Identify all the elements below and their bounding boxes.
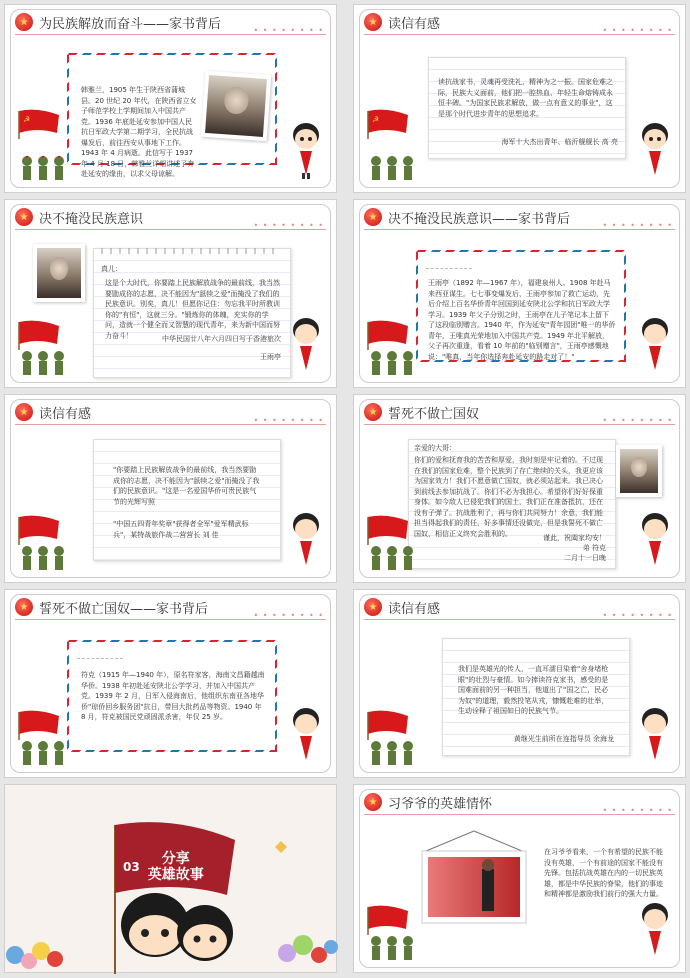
cartoon-boy-icon [639, 903, 671, 961]
letter-body: 王雨亭（1892 年—1967 年），福建泉州人。1908 年赴马来西亚谋生。七七事变爆发后，王雨亭参加了救亡运动，先后介绍上百名华侨青年回国到延安陕北公学和抗日军政大学学习。1939 年父子分别之时，王雨亭在儿子笔记本上留下了这段临别赠言。1940 年，作为延安"青年园团"唯一的华侨青年，王唯真光荣地加入中国共产党。1949 年北平解放，父子再次重逢，看着 10 年前的"临别赠言"，王雨亭感慨地说："唯真，当年你选择奔赴延安的路走对了！" [428, 279, 616, 361]
letter-salutation: 亲爱的大哥： [414, 444, 456, 452]
flame-badge-icon: ★ [15, 208, 33, 226]
dot-decoration: • • • • • • • • [602, 26, 673, 35]
cartoon-boy-icon [290, 513, 322, 571]
section-title-line-1: 分享 [161, 851, 190, 867]
slide-header [15, 596, 208, 618]
dot-decoration: • • • • • • • • [602, 221, 673, 230]
flame-badge-icon: ★ [364, 13, 382, 31]
reflection-body: 我们是英雄光的传人，一直耳濡目染着"舍身堵枪眼"的壮烈与豪情。如今捧读符克家书，感受的是国难面前的另一种担当，他道出了"国之亡，民必为奴"的道理，毅然投笔从戎，慷慨赴难的壮举，生动诠释了祖国如日的民族气节。 [458, 665, 609, 715]
letter-closing: 谨此，祝阖家均安！ [543, 534, 606, 542]
slide-title: 读信有感 [388, 16, 441, 32]
slide-title: 习爷爷的英雄情怀 [388, 796, 493, 812]
soldiers-icon [19, 153, 69, 185]
reflection-signature: "中国五四青年奖章"获得者全军"爱军精武标兵"，某特战旅作战二营营长 刘 佳 [113, 520, 249, 539]
letter-body: 你们的爱和抚育我的苦苦和厚爱，我时刻是牢记着的。不过现在我们的国家危难，整个民族到了存亡绝续的关头，我更应该为国家效力！我们不愿意做亡国奴，就必须站起来。我已决心到前线去参加抗战了。你们不必为我担心。希望你们好好保重身体。如今敌人已侵犯我们的国土，我们正在准备抵抗，还在没有子弹了。抗战胜利了，再与你们共同努力！余意，我们能担当得起我们的责任，好多事情还没做完，但是我誓死不做亡国奴，相信正义终究会胜利的。 [414, 456, 603, 538]
slide-header [364, 401, 479, 423]
slide-8[interactable] [353, 589, 686, 778]
dot-decoration: • • • • • • • • [253, 221, 324, 230]
slide-header [15, 401, 91, 423]
flame-badge-icon: ★ [15, 403, 33, 421]
portrait-photo [201, 71, 271, 141]
party-flag-icon [366, 109, 410, 139]
portrait-photo [616, 445, 662, 497]
letter-salutation: 真儿： [101, 265, 122, 273]
party-flag-icon [366, 710, 410, 740]
slide-title: 誓死不做亡国奴 [388, 406, 480, 422]
soldiers-icon [368, 543, 418, 575]
slide-4[interactable] [353, 199, 686, 388]
slide-header [15, 206, 143, 228]
svg-text:☭: ☭ [372, 115, 380, 124]
section-label [123, 847, 223, 887]
slide-5[interactable] [4, 394, 337, 583]
hanging-photo-frame [416, 829, 532, 927]
reflection-signature: 黄继光生前所在连指导员 余海龙 [513, 735, 614, 743]
cartoon-boy-icon [290, 318, 322, 376]
party-flag-icon [366, 320, 410, 350]
dot-decoration: • • • • • • • • [253, 416, 324, 425]
slide-header [15, 11, 221, 33]
reflection-signature: 海军十大杰出青年、临沂舰舰长 高 亮 [501, 138, 618, 146]
postmark-line [77, 648, 123, 659]
dot-decoration: • • • • • • • • [602, 416, 673, 425]
slide-grid [4, 4, 686, 974]
slide-1[interactable] [4, 4, 337, 193]
slide-7[interactable] [4, 589, 337, 778]
letter-signature: 王雨亭 [260, 353, 281, 361]
soldiers-icon [368, 738, 418, 770]
soldiers-icon [19, 543, 69, 575]
flame-badge-icon: ★ [364, 403, 382, 421]
reflection-body: 读抗战家书，灵魂再受洗礼，精神为之一振。国家危难之际，民族大义面前，他们把一腔热血、年轻生命熔铸成永恒丰碑。"为国家民族求解放，做一点有意义的事业"，这是那个时代进步青年的思想追求。 [438, 78, 613, 118]
slide-header [364, 791, 492, 813]
party-flag-icon [17, 515, 61, 545]
paper-clip-decoration [101, 248, 281, 254]
cartoon-boy-icon [639, 318, 671, 376]
party-flag-icon [17, 109, 61, 139]
reflection-body: "你要踏上民族解放战争的最前线，我当然要勖成你的志愿，决不能因为"舐犊之爱"而掩没了我们的民族意识。"这是一名爱国华侨可贵民族气节的光辉写照 [113, 466, 260, 506]
slide-title: 誓死不做亡国奴——家书背后 [39, 601, 209, 617]
letter-body: 符克（1915 年—1940 年），原名符家客，海南文昌籍越南华侨。1938 年初赴延安陕北公学学习，并加入中国共产党。1939 年 2 月，日军入侵海南后，他组织东南亚各地华侨"琼侨回乡服务团"抗日，带回大批药品等物资。1940 年 8 月，符克被国民党顽固派杀害，年仅 25 岁。 [81, 671, 265, 721]
portrait-photo [33, 244, 85, 302]
party-flag-icon [17, 320, 61, 350]
cartoon-boy-icon [639, 123, 671, 181]
section-title [148, 851, 204, 883]
slide-6[interactable] [353, 394, 686, 583]
letter-date: 二月十一日晚 [564, 554, 606, 562]
section-number: 03 [123, 860, 140, 874]
slide-header [364, 206, 570, 228]
letter-date: 中华民国廿八年六月四日写于香港旅次 [162, 335, 281, 343]
soldiers-icon [19, 348, 69, 380]
soldiers-icon [368, 348, 418, 380]
postmark-line [426, 258, 472, 269]
letter-body: 韩雅兰，1905 年生于陕西省蒲城县。20 世纪 20 年代，在陕西省立女子师范学校上学期间加入中国共产党。1936 年底赴延安参加中国人民抗日军政大学第二期学习，全民抗战爆发后，前往西安从事地下工作。1943 年 4 月病逝。此信写于 1937 年 4 月 18 日，韩雅兰详细讲述了奔赴延安的缘由，以求父母谅解。 [81, 86, 197, 178]
dot-decoration: • • • • • • • • [253, 611, 324, 620]
slide-title: 决不掩没民族意识 [39, 211, 144, 227]
slide-2[interactable] [353, 4, 686, 193]
quote-body: 在习爷爷看来，一个有希望的民族不能没有英雄，一个有前途的国家不能没有先锋。包括抗战英雄在内的一切民族英雄，都是中华民族的脊梁，他们的事迹和精神都是激励我们前行的强大力量。 [544, 848, 663, 898]
slide-title: 读信有感 [388, 601, 441, 617]
dot-decoration: • • • • • • • • [253, 26, 324, 35]
cartoon-boy-icon [290, 123, 322, 181]
letter-body: 这是个大时代，你要踏上民族解放战争的最前线，我当然要勖成你的志愿，决不能因为"舐犊之爱"而掩没了我们的民族意识。别矣，真儿！但愿你记住：勿忘我平时所教训你的"有恒"，这就三分。"锻炼你的体魄，充实你的学问，造就一个健全而又智慧的现代青年，来为新中国而努力奋斗！ [105, 279, 280, 340]
slide-header [364, 596, 440, 618]
slide-9[interactable] [4, 784, 337, 973]
slide-title: 读信有感 [39, 406, 92, 422]
party-flag-icon [366, 515, 410, 545]
slide-title: 决不掩没民族意识——家书背后 [388, 211, 571, 227]
svg-text:☭: ☭ [23, 115, 31, 124]
dot-decoration: • • • • • • • • [602, 806, 673, 815]
soldiers-icon [19, 738, 69, 770]
cartoon-boy-icon [290, 708, 322, 766]
flame-badge-icon: ★ [364, 208, 382, 226]
party-flag-icon [17, 710, 61, 740]
flame-badge-icon: ★ [15, 13, 33, 31]
cartoon-boy-icon [639, 513, 671, 571]
letter-signature: 弟 符克 [582, 544, 606, 552]
soldiers-icon [368, 153, 418, 185]
slide-header [364, 11, 440, 33]
flame-badge-icon: ★ [364, 598, 382, 616]
section-title-line-2: 英雄故事 [147, 867, 204, 883]
party-flag-icon [366, 905, 410, 935]
slide-10[interactable] [353, 784, 686, 973]
cartoon-boy-icon [639, 708, 671, 766]
flame-badge-icon: ★ [15, 598, 33, 616]
soldiers-icon [368, 933, 418, 965]
slide-3[interactable] [4, 199, 337, 388]
flame-badge-icon: ★ [364, 793, 382, 811]
slide-title: 为民族解放而奋斗——家书背后 [39, 16, 222, 32]
dot-decoration: • • • • • • • • [602, 611, 673, 620]
